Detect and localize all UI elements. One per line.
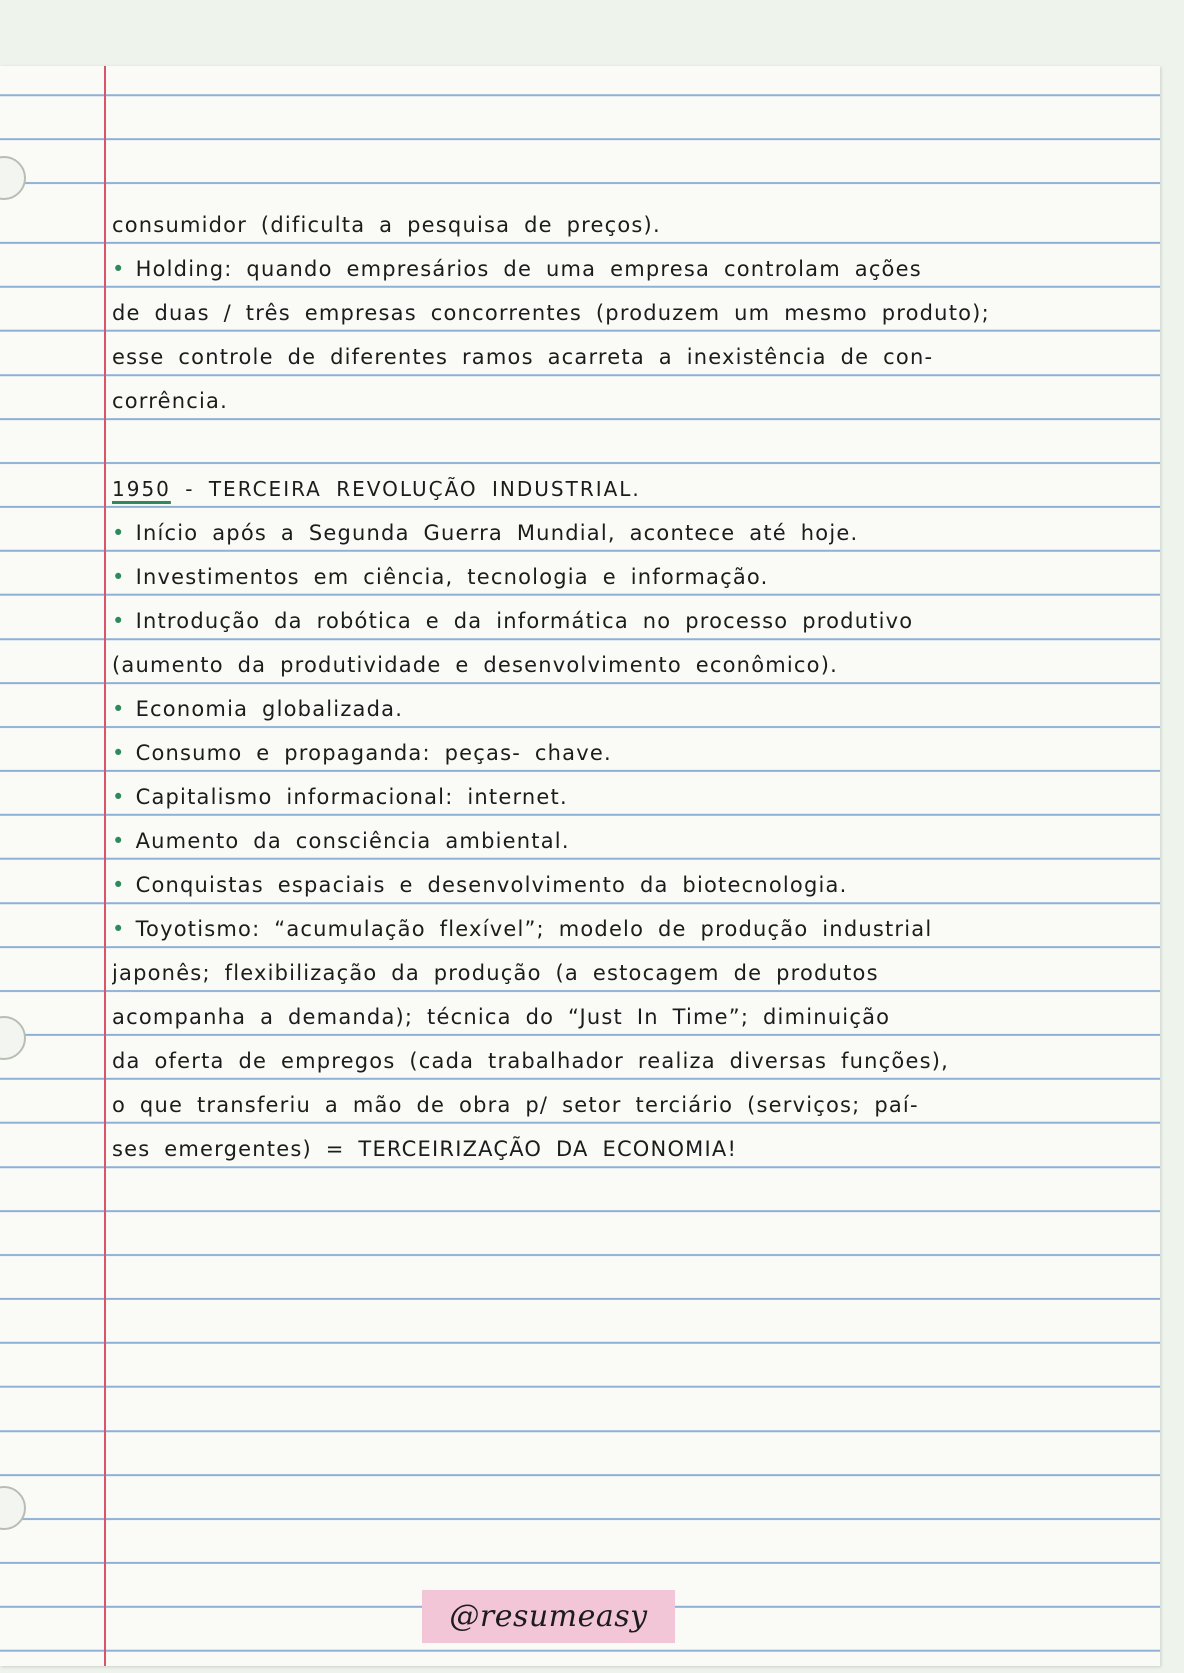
punch-hole bbox=[0, 1486, 26, 1530]
note-line-bullet: • Início após a Segunda Guerra Mundial, acontece até hoje. bbox=[112, 511, 1140, 555]
note-line-bullet: • Holding: quando empresários de uma empresa controlam ações bbox=[112, 247, 1140, 291]
section-title: - TERCEIRA REVOLUÇÃO INDUSTRIAL. bbox=[185, 477, 641, 501]
note-line: ses emergentes) = TERCEIRIZAÇÃO DA ECONOMIA! bbox=[112, 1137, 738, 1161]
signature-label: @resumeasy bbox=[422, 1590, 675, 1643]
note-line: esse controle de diferentes ramos acarreta a inexistência de con- bbox=[112, 345, 934, 369]
note-line-bullet: • Aumento da consciência ambiental. bbox=[112, 819, 1140, 863]
note-line-bullet: • Investimentos em ciência, tecnologia e informação. bbox=[112, 555, 1140, 599]
note-line: consumidor (dificulta a pesquisa de preços). bbox=[112, 213, 661, 237]
note-line-bullet: • Consumo e propaganda: peças- chave. bbox=[112, 731, 1140, 775]
handwritten-notes bbox=[112, 203, 1140, 1171]
note-line: da oferta de empregos (cada trabalhador realiza diversas funções), bbox=[112, 1049, 949, 1073]
notebook-sheet bbox=[0, 66, 1160, 1666]
note-line-bullet: • Economia globalizada. bbox=[112, 687, 1140, 731]
note-line: (aumento da produtividade e desenvolvimento econômico). bbox=[112, 653, 838, 677]
note-line: corrência. bbox=[112, 389, 228, 413]
section-year: 1950 bbox=[112, 477, 171, 501]
punch-hole bbox=[0, 1016, 26, 1060]
note-line-bullet: • Introdução da robótica e da informática no processo produtivo bbox=[112, 599, 1140, 643]
note-line: de duas / três empresas concorrentes (produzem um mesmo produto); bbox=[112, 301, 990, 325]
punch-hole bbox=[0, 156, 26, 200]
note-line-bullet: • Capitalismo informacional: internet. bbox=[112, 775, 1140, 819]
section-heading bbox=[112, 467, 1140, 511]
note-line-bullet: • Toyotismo: “acumulação flexível”; modelo de produção industrial bbox=[112, 907, 1140, 951]
blank-line bbox=[112, 423, 1140, 467]
margin-line bbox=[104, 66, 106, 1666]
note-line: o que transferiu a mão de obra p/ setor terciário (serviços; paí- bbox=[112, 1093, 919, 1117]
note-line-bullet: • Conquistas espaciais e desenvolvimento da biotecnologia. bbox=[112, 863, 1140, 907]
note-line: japonês; flexibilização da produção (a estocagem de produtos bbox=[112, 961, 879, 985]
note-line: acompanha a demanda); técnica do “Just In Time”; diminuição bbox=[112, 1005, 891, 1029]
